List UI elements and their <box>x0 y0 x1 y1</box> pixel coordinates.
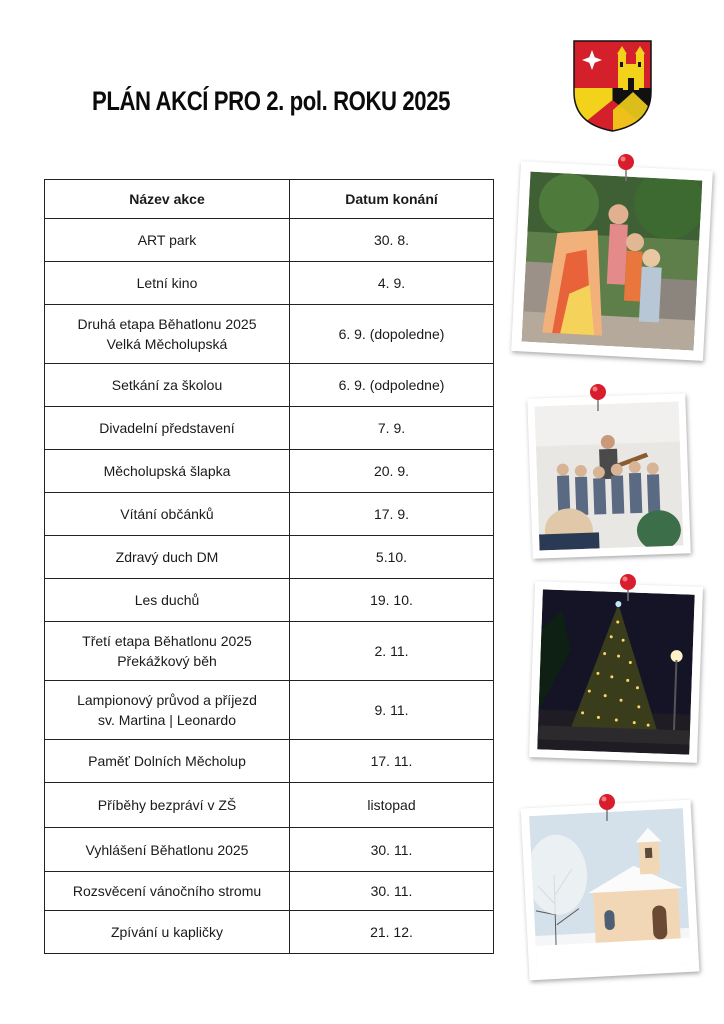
event-name-cell <box>45 740 290 783</box>
event-date-cell: 7. 9. <box>290 407 494 450</box>
table-row <box>45 407 494 450</box>
event-name-line-2: sv. Martina | Leonardo <box>97 712 236 728</box>
art-park-image <box>522 172 703 351</box>
event-name-cell <box>45 828 290 872</box>
children-choir-image <box>535 402 684 551</box>
column-header-event-name: Název akce <box>45 180 290 219</box>
event-name: Setkání za školou <box>111 377 223 393</box>
table-row <box>45 493 494 536</box>
event-date-cell: 20. 9. <box>290 450 494 493</box>
table-row <box>45 783 494 828</box>
table-row <box>45 450 494 493</box>
table-row <box>45 219 494 262</box>
event-name: Zpívání u kapličky <box>110 924 224 940</box>
event-name-cell <box>45 493 290 536</box>
event-name-cell <box>45 911 290 954</box>
event-date-cell: 4. 9. <box>290 262 494 305</box>
red-pin-icon <box>597 793 617 823</box>
event-name-cell <box>45 305 290 364</box>
event-date-cell: 6. 9. (dopoledne) <box>290 305 494 364</box>
children-choir-photo <box>527 393 690 558</box>
event-date-cell: 21. 12. <box>290 911 494 954</box>
events-table <box>44 179 494 954</box>
event-date-cell: 17. 9. <box>290 493 494 536</box>
table-row <box>45 740 494 783</box>
event-name: Příběhy bezpráví v ZŠ <box>97 797 237 813</box>
event-name-line-2: Překážkový běh <box>117 653 217 669</box>
event-date-cell: 2. 11. <box>290 622 494 681</box>
event-date-cell: 19. 10. <box>290 579 494 622</box>
table-row <box>45 872 494 911</box>
table-header-row <box>45 180 494 219</box>
event-name-cell <box>45 622 290 681</box>
christmas-tree-photo <box>529 581 703 763</box>
event-name-line-1: Lampionový průvod a příjezd <box>77 692 257 708</box>
event-name-cell <box>45 579 290 622</box>
event-name-cell <box>45 219 290 262</box>
table-row <box>45 305 494 364</box>
table-row <box>45 536 494 579</box>
event-date-cell: listopad <box>290 783 494 828</box>
event-name-cell <box>45 364 290 407</box>
red-pin-icon <box>618 573 638 603</box>
event-date-cell: 5.10. <box>290 536 494 579</box>
table-row <box>45 828 494 872</box>
page-title: PLÁN AKCÍ PRO 2. pol. ROKU 2025 <box>92 86 451 116</box>
event-name: Letní kino <box>136 275 198 291</box>
event-name-cell <box>45 536 290 579</box>
event-name-cell <box>45 407 290 450</box>
event-name-cell <box>45 681 290 740</box>
event-date-cell: 6. 9. (odpoledne) <box>290 364 494 407</box>
event-name-cell <box>45 872 290 911</box>
column-header-date: Datum konání <box>290 180 494 219</box>
event-date-cell: 30. 11. <box>290 828 494 872</box>
table-row <box>45 262 494 305</box>
event-name: Zdravý duch DM <box>115 549 219 565</box>
event-name: Rozsvěcení vánočního stromu <box>72 883 262 899</box>
municipal-crest-emblem <box>573 40 652 132</box>
snowy-chapel-photo <box>521 800 700 981</box>
event-name-cell <box>45 783 290 828</box>
snowy-chapel-image <box>529 808 691 972</box>
red-pin-icon <box>616 153 636 183</box>
event-date-cell: 9. 11. <box>290 681 494 740</box>
event-name: ART park <box>137 232 197 248</box>
event-date-cell: 17. 11. <box>290 740 494 783</box>
event-name-cell <box>45 450 290 493</box>
red-pin-icon <box>588 383 608 413</box>
event-name-line-2: Velká Měcholupská <box>106 336 228 352</box>
event-date-cell: 30. 8. <box>290 219 494 262</box>
table-row <box>45 681 494 740</box>
table-row <box>45 579 494 622</box>
table-row <box>45 911 494 954</box>
event-name: Paměť Dolních Měcholup <box>88 753 246 769</box>
art-park-photo <box>511 161 713 361</box>
event-name: Les duchů <box>134 592 200 608</box>
event-name-cell <box>45 262 290 305</box>
table-row <box>45 622 494 681</box>
christmas-tree-image <box>537 589 694 754</box>
event-name: Měcholupská šlapka <box>103 463 231 479</box>
event-name: Vítání občánků <box>120 506 214 522</box>
event-name: Divadelní představení <box>99 420 235 436</box>
event-date-cell: 30. 11. <box>290 872 494 911</box>
event-name: Vyhlášení Běhatlonu 2025 <box>85 841 249 858</box>
event-name-line-1: Druhá etapa Běhatlonu 2025 <box>77 316 257 332</box>
table-row <box>45 364 494 407</box>
event-name-line-1: Třetí etapa Běhatlonu 2025 <box>82 633 252 649</box>
